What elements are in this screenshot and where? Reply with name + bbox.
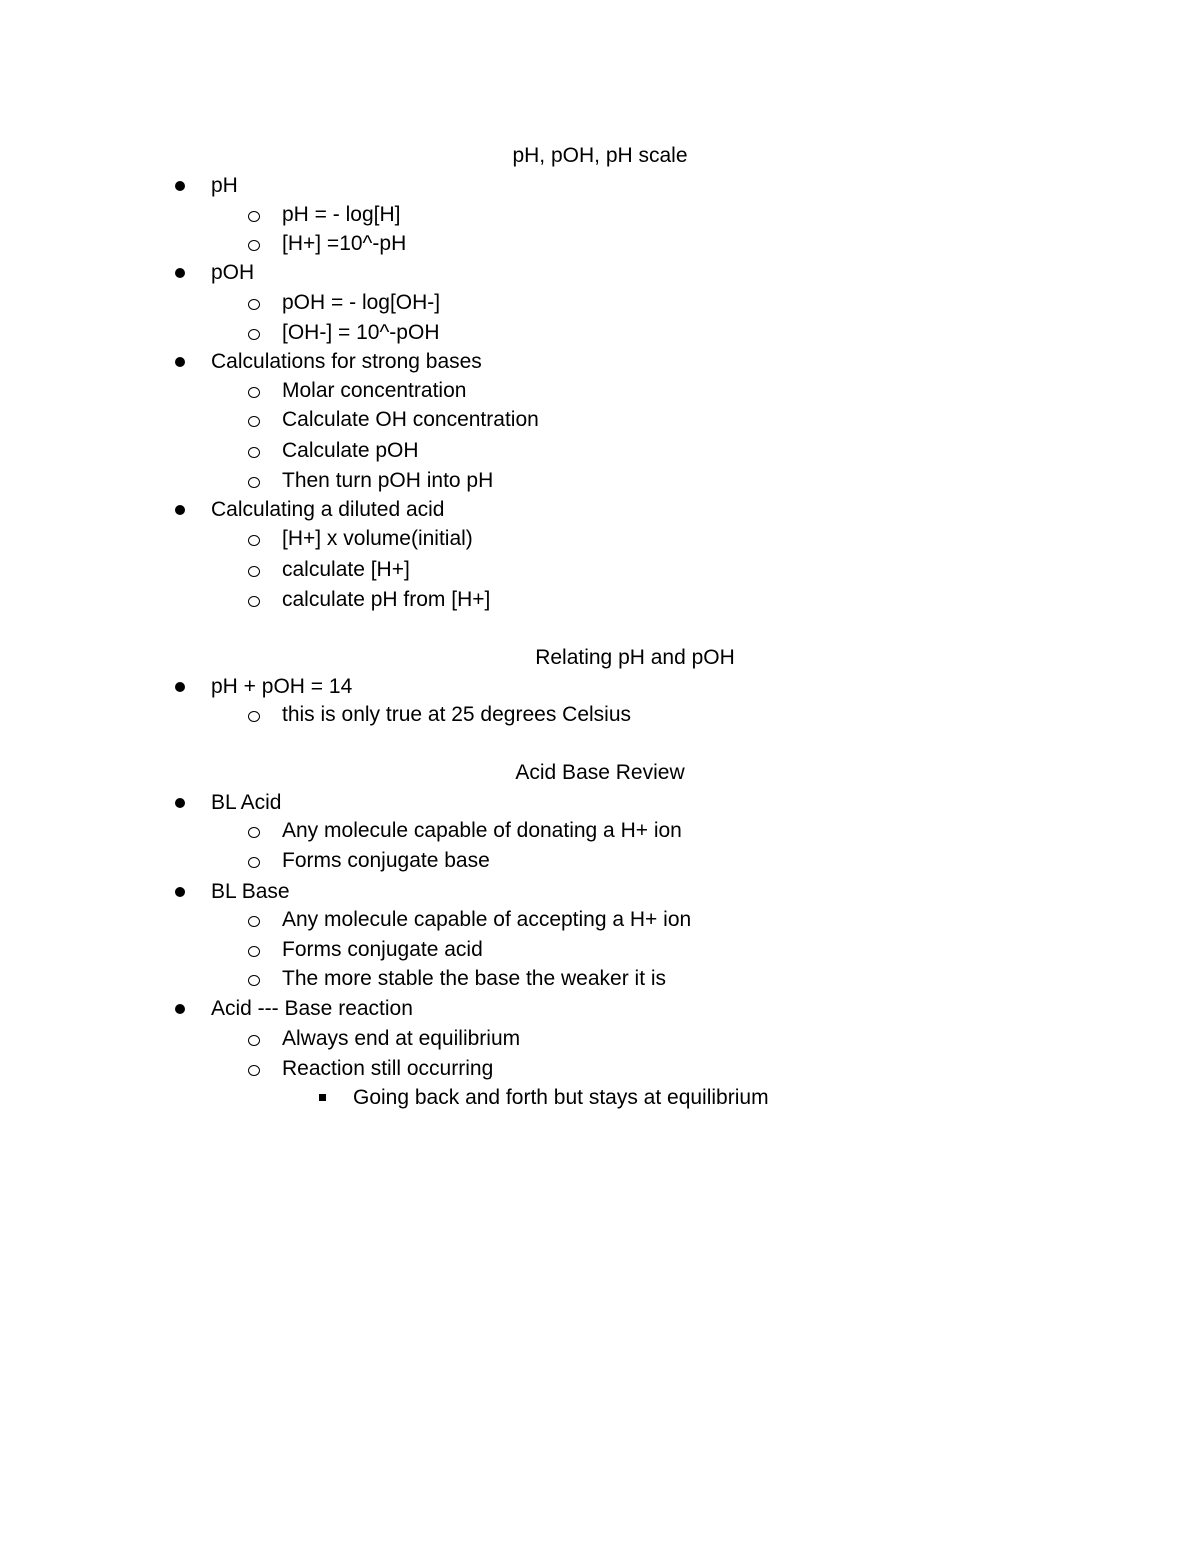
list-subitem: [H+] x volume(initial) <box>282 527 473 550</box>
list-subitem: The more stable the base the weaker it is <box>282 967 667 990</box>
bullet-circle <box>248 447 260 458</box>
bullet-circle <box>248 1035 260 1046</box>
bullet-circle <box>248 711 260 722</box>
bullet-circle <box>248 566 260 577</box>
bullet-disc <box>175 357 185 367</box>
list-subitem: Calculate OH concentration <box>282 408 539 431</box>
list-item: pOH <box>211 261 255 284</box>
bullet-circle <box>248 329 260 340</box>
list-subitem: Forms conjugate base <box>282 849 490 872</box>
bullet-circle <box>248 387 260 398</box>
bullet-disc <box>175 505 185 515</box>
bullet-circle <box>248 416 260 427</box>
bullet-circle <box>248 535 260 546</box>
list-subitem: calculate [H+] <box>282 558 410 581</box>
bullet-circle <box>248 827 260 838</box>
list-item: Calculations for strong bases <box>211 350 482 373</box>
bullet-circle <box>248 975 260 986</box>
list-item: Calculating a diluted acid <box>211 498 445 521</box>
list-subitem: Any molecule capable of accepting a H+ ion <box>282 908 692 931</box>
bullet-circle <box>248 596 260 607</box>
list-subitem: this is only true at 25 degrees Celsius <box>282 703 632 726</box>
list-subitem: pOH = - log[OH-] <box>282 291 441 314</box>
list-subitem: Any molecule capable of donating a H+ ion <box>282 819 682 842</box>
bullet-disc <box>175 798 185 808</box>
bullet-circle <box>248 211 260 222</box>
list-subitem: [OH-] = 10^-pOH <box>282 321 440 344</box>
bullet-disc <box>175 887 185 897</box>
list-subitem: Forms conjugate acid <box>282 938 483 961</box>
bullet-disc <box>175 1004 185 1014</box>
bullet-circle <box>248 857 260 868</box>
bullet-disc <box>175 181 185 191</box>
bullet-disc <box>175 268 185 278</box>
bullet-circle <box>248 1065 260 1076</box>
list-subitem: Calculate pOH <box>282 439 419 462</box>
section-heading: Acid Base Review <box>515 761 685 784</box>
list-subitem: Then turn pOH into pH <box>282 469 494 492</box>
list-subitem: Reaction still occurring <box>282 1057 494 1080</box>
list-item: pH + pOH = 14 <box>211 675 353 698</box>
list-subitem: calculate pH from [H+] <box>282 588 491 611</box>
bullet-circle <box>248 477 260 488</box>
bullet-circle <box>248 240 260 251</box>
bullet-circle <box>248 946 260 957</box>
list-item: pH <box>211 174 238 197</box>
list-subsubitem: Going back and forth but stays at equilibrium <box>353 1086 769 1109</box>
bullet-disc <box>175 682 185 692</box>
list-item: BL Base <box>211 880 290 903</box>
list-subitem: Molar concentration <box>282 379 467 402</box>
list-subitem: [H+] =10^-pH <box>282 232 407 255</box>
section-heading: Relating pH and pOH <box>535 646 735 669</box>
bullet-circle <box>248 299 260 310</box>
list-item: BL Acid <box>211 791 282 814</box>
bullet-circle <box>248 916 260 927</box>
bullet-square <box>319 1094 326 1101</box>
list-subitem: Always end at equilibrium <box>282 1027 521 1050</box>
list-subitem: pH = - log[H] <box>282 203 401 226</box>
section-heading: pH, pOH, pH scale <box>512 144 688 167</box>
list-item: Acid --- Base reaction <box>211 997 413 1020</box>
